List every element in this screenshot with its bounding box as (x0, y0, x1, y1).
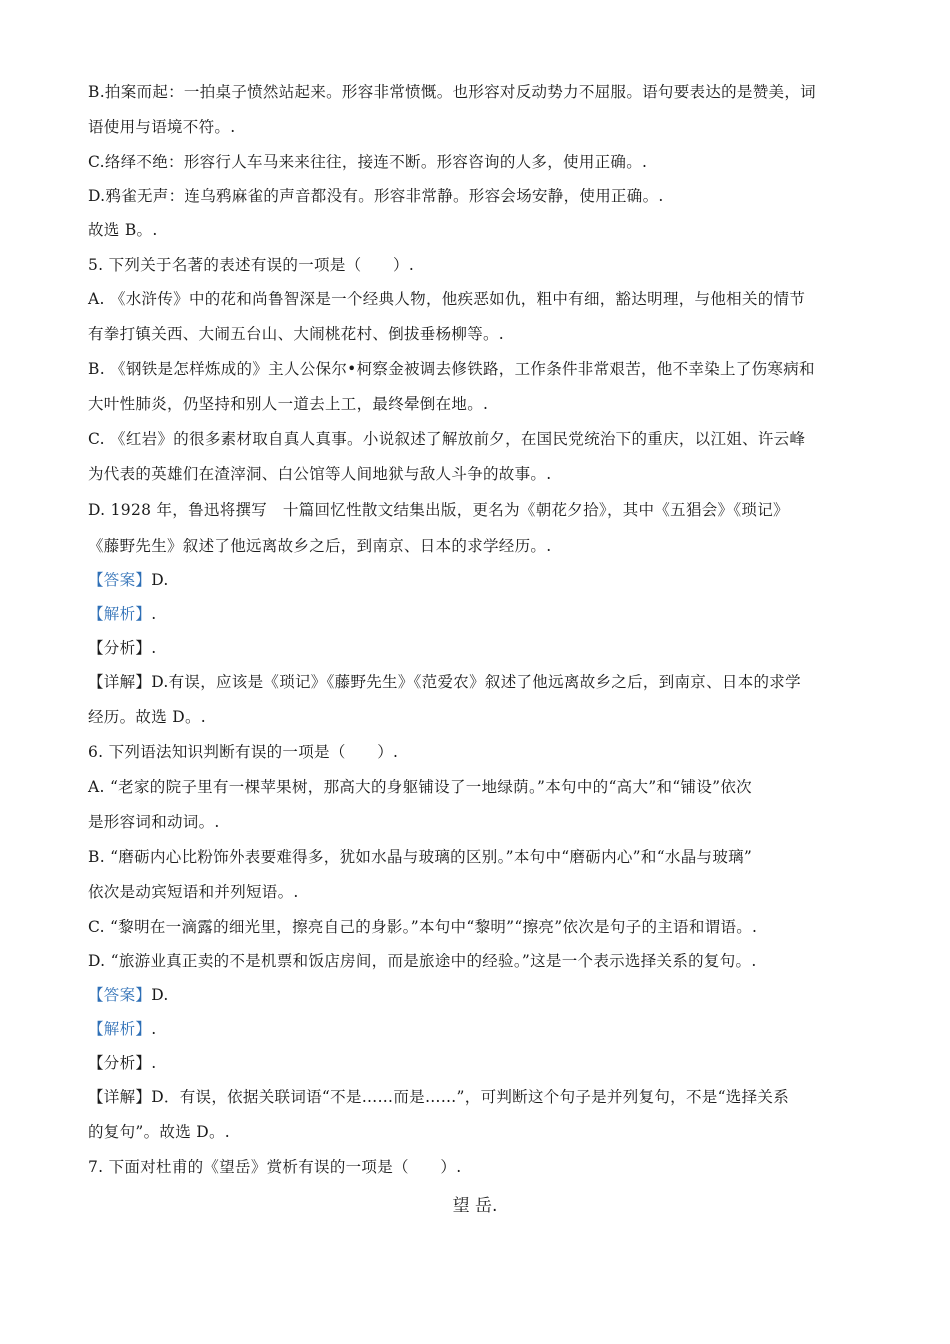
text-line: 大叶性肺炎，仍坚持和别人一道去上工，最终晕倒在地。. (88, 395, 489, 413)
text-line: C.络绎不绝：形容行人车马来来往往，接连不断。形容咨询的人多，使用正确。. (88, 153, 648, 171)
analysis-tag: 【解析】 (88, 1020, 152, 1038)
answer-line (88, 570, 169, 590)
text-line: 依次是动宾短语和并列短语。. (88, 883, 299, 901)
question-5-stem: 5. 下列关于名著的表述有误的一项是（ ）. (88, 256, 415, 274)
text-line: 语使用与语境不符。. (88, 118, 236, 136)
text-line: A. 《水浒传》中的花和尚鲁智深是一个经典人物，他疾恶如仇，粗中有细，豁达明理，与他相关的情节 (88, 290, 806, 308)
text-line: D.鸦雀无声：连乌鸦麻雀的声音都没有。形容非常静。形容会场安静，使用正确。. (88, 187, 664, 205)
analysis-tag: 【解析】 (88, 605, 152, 623)
analysis-line (88, 604, 156, 624)
question-7-stem: 7. 下面对杜甫的《望岳》赏析有误的一项是（ ）. (88, 1158, 462, 1176)
text-line: D. “旅游业真正卖的不是机票和饭店房间，而是旅途中的经验。”这是一个表示选择关系的复句。. (88, 952, 757, 970)
text-line: 《藤野先生》叙述了他远离故乡之后，到南京、日本的求学经历。. (88, 537, 552, 555)
text-line: B. “磨砺内心比粉饰外表要难得多，犹如水晶与玻璃的区别。”本句中“磨砺内心”和“水晶与玻璃” (88, 848, 753, 866)
text-line: 【分析】. (88, 639, 157, 657)
answer-value: D. (151, 571, 169, 589)
text-line: 【详解】D.有误，应该是《琐记》《藤野先生》《范爱农》叙述了他远离故乡之后，到南京、日本的求学 (88, 673, 801, 691)
text-line: 是形容词和动词。. (88, 813, 220, 831)
text-line: B. 《钢铁是怎样炼成的》主人公保尔•柯察金被调去修铁路，工作条件非常艰苦，他不幸染上了伤寒病和 (88, 360, 815, 378)
text-line: 故选 B。. (88, 221, 158, 239)
analysis-value: . (151, 1020, 157, 1038)
text-line: 为代表的英雄们在渣滓洞、白公馆等人间地狱与敌人斗争的故事。. (88, 465, 552, 483)
answer-value: D. (151, 986, 169, 1004)
text-line: 【详解】D．有误，依据关联词语“不是……而是……”，可判断这个句子是并列复句，不是“选择关系 (88, 1088, 790, 1106)
answer-tag: 【答案】 (88, 986, 152, 1004)
text-line: 【分析】. (88, 1054, 157, 1072)
answer-tag: 【答案】 (88, 571, 152, 589)
text-line: D. 1928 年，鲁迅将撰写 十篇回忆性散文结集出版，更名为《朝花夕拾》，其中《五猖会》《琐记》 (88, 501, 789, 519)
text-line: B.拍案而起：一拍桌子愤然站起来。形容非常愤慨。也形容对反动势力不屈服。语句要表达的是赞美，词 (88, 83, 816, 101)
question-6-stem: 6. 下列语法知识判断有误的一项是（ ）. (88, 743, 399, 761)
analysis-line (88, 1019, 156, 1039)
poem-title: 望 岳. (452, 1196, 498, 1216)
text-line: C. 《红岩》的很多素材取自真人真事。小说叙述了解放前夕，在国民党统治下的重庆，以江姐、许云峰 (88, 430, 806, 448)
analysis-value: . (151, 605, 157, 623)
answer-line (88, 985, 169, 1005)
text-line: C. “黎明在一滴露的细光里，擦亮自己的身影。”本句中“黎明”“擦亮”依次是句子的主语和谓语。. (88, 918, 758, 936)
text-line: 的复句”。故选 D。. (88, 1123, 231, 1141)
text-line: A. “老家的院子里有一棵苹果树，那高大的身躯铺设了一地绿荫。”本句中的“高大”和“铺设”依次 (88, 778, 752, 796)
text-line: 经历。故选 D。. (88, 708, 206, 726)
text-line: 有拳打镇关西、大闹五台山、大闹桃花村、倒拔垂杨柳等。. (88, 325, 505, 343)
